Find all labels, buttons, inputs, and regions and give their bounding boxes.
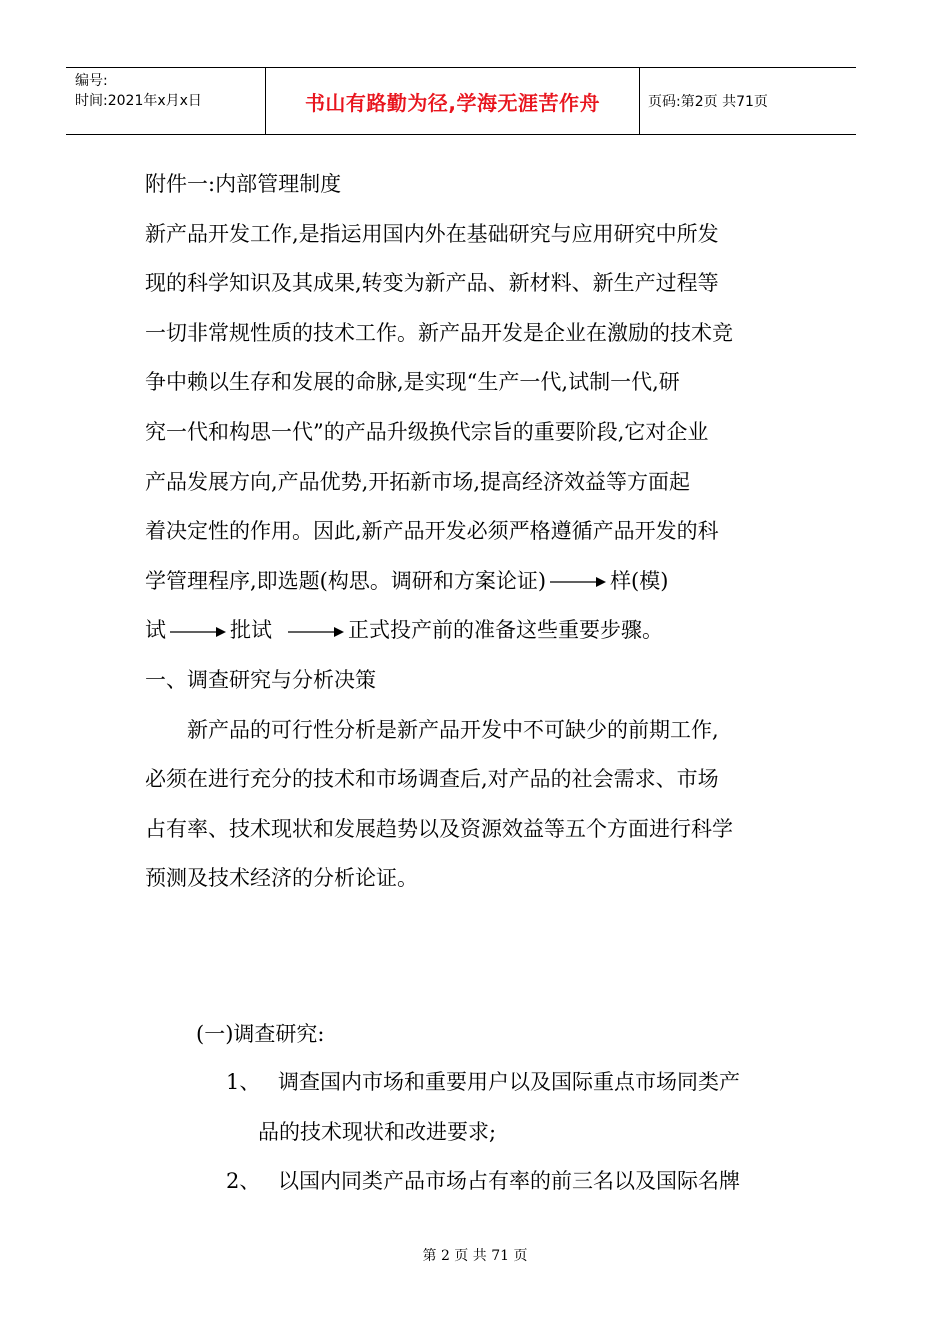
list-number: 1、 bbox=[226, 1070, 261, 1094]
paragraph-line: 争中赖以生存和发展的命脉,是实现“生产一代,试制一代,研 bbox=[145, 370, 680, 395]
header-page-info: 页码:第2页 共71页 bbox=[648, 94, 768, 110]
paragraph-1 bbox=[145, 210, 785, 656]
page-footer: 第 2 页 共 71 页 bbox=[422, 1248, 528, 1264]
header-meta bbox=[66, 68, 266, 134]
paragraph-line: 着决定性的作用。因此,新产品开发必须严格遵循产品开发的科 bbox=[145, 519, 719, 544]
list-item bbox=[226, 1058, 786, 1157]
paragraph-line: 产品发展方向,产品优势,开拓新市场,提高经济效益等方面起 bbox=[145, 469, 691, 494]
arrow-right-icon bbox=[288, 625, 344, 639]
paragraph-line: 预测及技术经济的分析论证。 bbox=[145, 866, 418, 891]
time-label: 时间:2021年x月x日 bbox=[75, 93, 202, 109]
document-body bbox=[145, 160, 785, 904]
paragraph-line: 占有率、技术现状和发展趋势以及资源效益等五个方面进行科学 bbox=[145, 816, 733, 841]
paragraph-line: 一切非常规性质的技术工作。新产品开发是企业在激励的技术竞 bbox=[145, 320, 733, 345]
list-text: 调查国内市场和重要用户以及国际重点市场同类产 bbox=[278, 1070, 740, 1094]
paragraph-line: 新产品的可行性分析是新产品开发中不可缺少的前期工作, bbox=[187, 717, 719, 742]
subsection-heading: (一)调查研究: bbox=[196, 1022, 325, 1046]
paragraph-2 bbox=[145, 706, 785, 904]
document-title: 附件一:内部管理制度 bbox=[145, 172, 342, 196]
paragraph-line: 现的科学知识及其成果,转变为新产品、新材料、新生产过程等 bbox=[145, 271, 719, 296]
page-header bbox=[66, 67, 856, 135]
paragraph-line: 必须在进行充分的技术和市场调查后,对产品的社会需求、市场 bbox=[145, 767, 719, 792]
list-item bbox=[226, 1157, 786, 1207]
list-number: 2、 bbox=[226, 1169, 261, 1194]
flow-line-1: 学管理程序,即选题(构思。调研和方案论证) 样(模) bbox=[145, 568, 669, 593]
arrow-right-icon bbox=[170, 625, 226, 639]
paragraph-line: 新产品开发工作,是指运用国内外在基础研究与应用研究中所发 bbox=[145, 221, 719, 246]
list-text-continued: 品的技术现状和改进要求; bbox=[258, 1119, 497, 1144]
section-heading: 一、调查研究与分析决策 bbox=[145, 667, 376, 692]
number-label: 编号: bbox=[75, 73, 108, 89]
header-motto-cell bbox=[266, 68, 640, 134]
header-motto: 书山有路勤为径,学海无涯苦作舟 bbox=[304, 90, 601, 115]
paragraph-line: 究一代和构思一代”的产品升级换代宗旨的重要阶段,它对企业 bbox=[145, 419, 709, 444]
arrow-right-icon bbox=[550, 575, 606, 589]
numbered-list bbox=[226, 1058, 786, 1207]
flow-line-2: 试 批试 正式投产前的准备这些重要步骤。 bbox=[145, 618, 663, 643]
list-text: 以国内同类产品市场占有率的前三名以及国际名牌 bbox=[278, 1169, 740, 1194]
